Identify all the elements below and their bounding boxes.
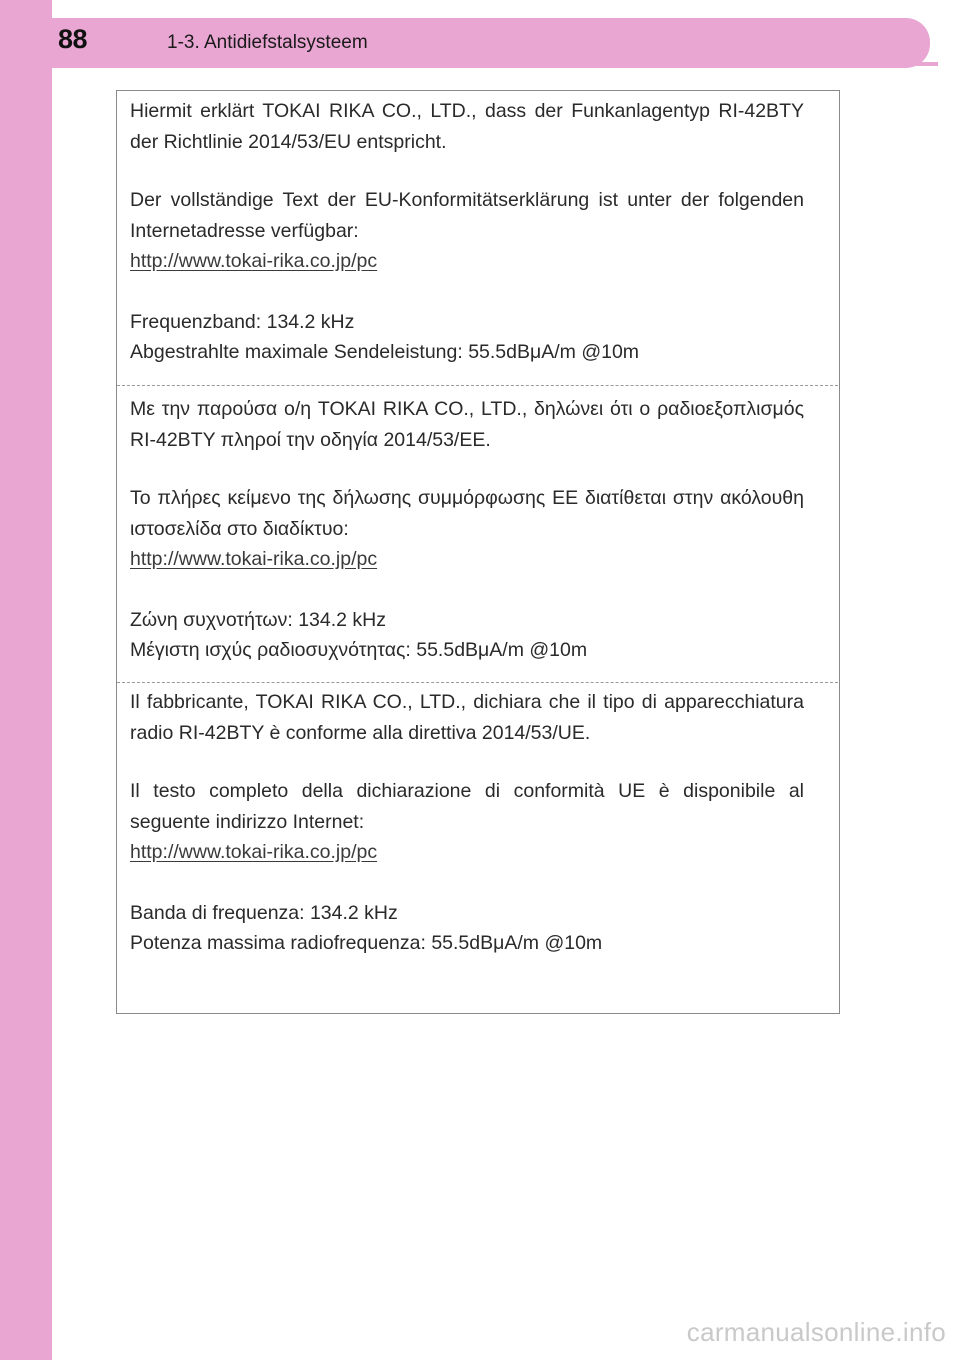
declaration-box xyxy=(116,90,840,1014)
declaration-availability: Το πλήρες κείμενο της δήλωσης συμμόρφωσης ΕΕ διατίθεται στην ακόλουθη ιστοσελίδα στο διαδίκτυο: xyxy=(130,487,804,540)
left-margin-band xyxy=(0,0,52,1360)
declaration-availability: Il testo completo della dichiarazione di conformità UE è disponibile al seguente indirizzo Internet: xyxy=(130,780,804,833)
declaration-statement: Hiermit erklärt TOKAI RIKA CO., LTD., dass der Funkanlagentyp RI-42BTY der Richtlinie 2014/53/EU entspricht. xyxy=(130,100,804,153)
frequency-band: Banda di frequenza: 134.2 kHz xyxy=(130,901,398,924)
declaration-section-greek xyxy=(117,385,838,682)
frequency-band: Frequenzband: 134.2 kHz xyxy=(130,310,355,333)
page-number: 88 xyxy=(58,24,88,54)
spec-block xyxy=(130,307,804,368)
declaration-statement: Il fabbricante, TOKAI RIKA CO., LTD., dichiara che il tipo di apparecchiatura radio RI-42BTY è conforme alla direttiva 2014/53/UE. xyxy=(130,691,804,744)
declaration-url-link[interactable]: http://www.tokai-rika.co.jp/pc xyxy=(130,841,378,863)
declaration-url-link[interactable]: http://www.tokai-rika.co.jp/pc xyxy=(130,548,378,570)
declaration-availability: Der vollständige Text der EU-Konformitätserklärung ist unter der folgenden Internetadresse verfügbar: xyxy=(130,189,804,242)
spec-block xyxy=(130,605,804,666)
frequency-band: Ζώνη συχνοτήτων: 134.2 kHz xyxy=(130,608,386,631)
header-underline xyxy=(52,62,938,66)
declaration-statement: Με την παρούσα ο/η TOKAI RIKA CO., LTD., δηλώνει ότι ο ραδιοεξοπλισμός RI-42BTY πληροί την οδηγία 2014/53/ΕΕ. xyxy=(130,398,804,451)
max-power: Potenza massima radiofrequenza: 55.5dBμA/m @10m xyxy=(130,932,603,954)
declaration-url-link[interactable]: http://www.tokai-rika.co.jp/pc xyxy=(130,250,378,272)
max-power: Abgestrahlte maximale Sendeleistung: 55.5dBμA/m @10m xyxy=(130,341,640,363)
section-title: 1-3. Antidiefstalsysteem xyxy=(167,32,368,53)
watermark: carmanualsonline.info xyxy=(686,1317,946,1347)
header-bar xyxy=(0,18,930,68)
spec-block xyxy=(130,898,804,959)
max-power: Μέγιστη ισχύς ραδιοσυχνότητας: 55.5dBμA/m @10m xyxy=(130,639,588,661)
declaration-section-german xyxy=(117,91,838,385)
declaration-section-italian xyxy=(117,682,838,1012)
